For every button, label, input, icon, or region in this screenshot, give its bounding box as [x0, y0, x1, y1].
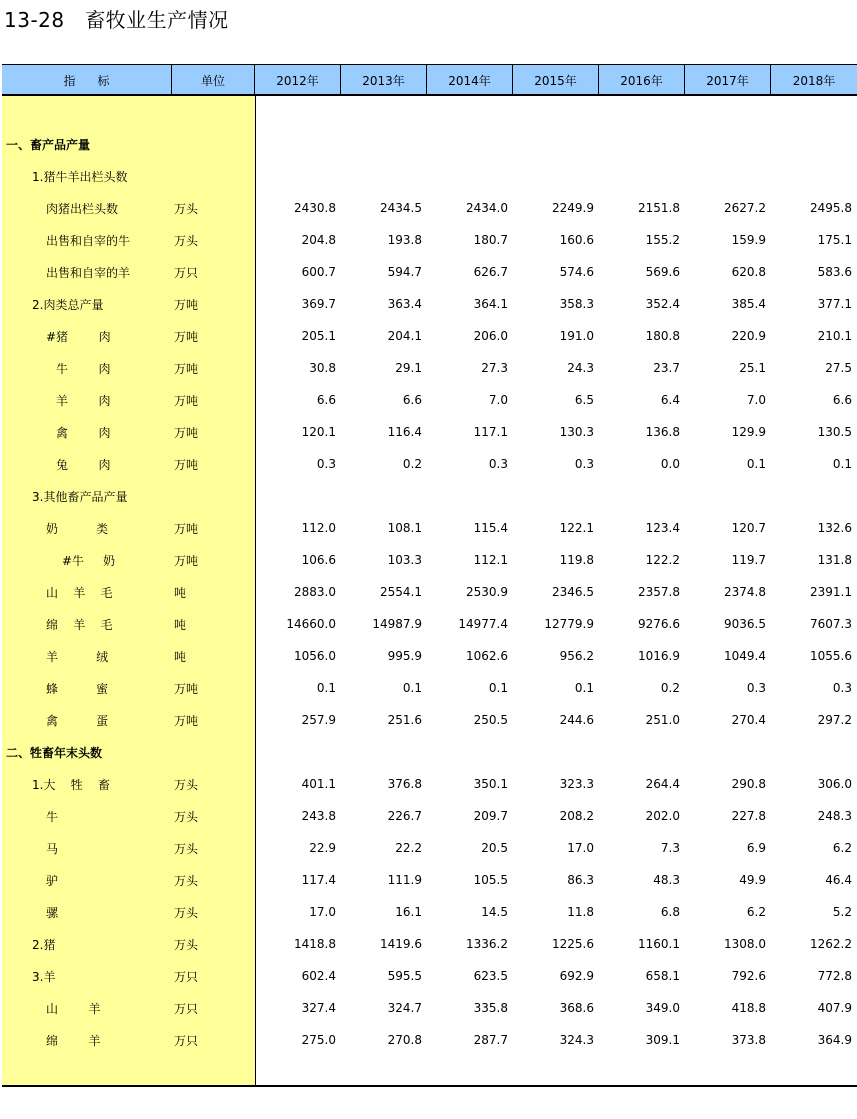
table-row — [2, 384, 857, 416]
row-label: 禽 肉 — [56, 425, 111, 440]
statistics-table — [2, 64, 857, 1086]
row-value: 602.4 — [301, 969, 336, 983]
row-value: 0.1 — [402, 681, 422, 695]
row-value: 692.9 — [559, 969, 594, 983]
table-row — [2, 992, 857, 1024]
row-value: 0.3 — [746, 681, 766, 695]
header-year: 2013年 — [341, 65, 427, 95]
row-value: 29.1 — [395, 361, 422, 375]
row-value: 2430.8 — [294, 201, 336, 215]
row-value: 49.9 — [739, 873, 766, 887]
row-label: 2.猪 — [32, 937, 56, 952]
row-label: #猪 肉 — [46, 329, 111, 344]
row-value: 155.2 — [645, 233, 680, 247]
table-row — [2, 480, 857, 512]
row-value: 385.4 — [731, 297, 766, 311]
row-value: 620.8 — [731, 265, 766, 279]
row-label: 驴 — [46, 873, 59, 888]
row-value: 349.0 — [645, 1001, 680, 1015]
row-value: 132.6 — [817, 521, 852, 535]
row-value: 264.4 — [645, 777, 680, 791]
header-year: 2012年 — [255, 65, 341, 95]
row-label: 山 羊 毛 — [46, 585, 113, 600]
row-value: 14.5 — [481, 905, 508, 919]
row-value: 335.8 — [473, 1001, 508, 1015]
row-value: 16.1 — [395, 905, 422, 919]
row-value: 193.8 — [387, 233, 422, 247]
row-value: 122.1 — [559, 521, 594, 535]
row-value: 1418.8 — [294, 937, 336, 951]
row-value: 136.8 — [645, 425, 680, 439]
row-value: 103.3 — [387, 553, 422, 567]
row-value: 364.1 — [473, 297, 508, 311]
row-value: 6.6 — [832, 393, 852, 407]
row-value: 2346.5 — [552, 585, 594, 599]
row-value: 401.1 — [301, 777, 336, 791]
row-value: 2627.2 — [724, 201, 766, 215]
row-value: 0.2 — [660, 681, 680, 695]
row-value: 17.0 — [309, 905, 336, 919]
row-value: 350.1 — [473, 777, 508, 791]
row-value: 1336.2 — [466, 937, 508, 951]
row-value: 1308.0 — [724, 937, 766, 951]
row-label: 肉猪出栏头数 — [46, 201, 119, 216]
row-unit: 吨 — [174, 617, 187, 632]
row-value: 772.8 — [817, 969, 852, 983]
table-row — [2, 224, 857, 256]
row-unit: 万只 — [174, 969, 199, 984]
row-value: 22.9 — [309, 841, 336, 855]
row-value: 11.8 — [567, 905, 594, 919]
row-value: 1419.6 — [380, 937, 422, 951]
row-value: 6.2 — [746, 905, 766, 919]
row-label: 山 羊 — [46, 1001, 101, 1016]
row-unit: 万头 — [174, 233, 199, 248]
table-row — [2, 640, 857, 672]
row-value: 1049.4 — [724, 649, 766, 663]
row-unit: 万吨 — [174, 425, 199, 440]
row-value: 290.8 — [731, 777, 766, 791]
row-value: 115.4 — [473, 521, 508, 535]
row-value: 2151.8 — [638, 201, 680, 215]
header-year: 2014年 — [427, 65, 513, 95]
row-value: 48.3 — [653, 873, 680, 887]
row-value: 6.2 — [832, 841, 852, 855]
row-value: 377.1 — [817, 297, 852, 311]
header-year: 2017年 — [685, 65, 771, 95]
row-value: 257.9 — [301, 713, 336, 727]
row-value: 9276.6 — [638, 617, 680, 631]
row-value: 123.4 — [645, 521, 680, 535]
row-unit: 万头 — [174, 841, 199, 856]
row-value: 209.7 — [473, 809, 508, 823]
row-label: 兔 肉 — [56, 457, 111, 472]
row-value: 180.8 — [645, 329, 680, 343]
row-value: 206.0 — [473, 329, 508, 343]
row-value: 1160.1 — [638, 937, 680, 951]
row-value: 2391.1 — [810, 585, 852, 599]
row-value: 180.7 — [473, 233, 508, 247]
row-unit: 吨 — [174, 649, 187, 664]
row-label: 一、畜产品产量 — [6, 137, 91, 152]
row-value: 106.6 — [301, 553, 336, 567]
row-value: 6.4 — [660, 393, 680, 407]
row-value: 623.5 — [473, 969, 508, 983]
header-year: 2015年 — [513, 65, 599, 95]
table-row — [2, 704, 857, 736]
row-value: 270.4 — [731, 713, 766, 727]
row-value: 1056.0 — [294, 649, 336, 663]
row-value: 250.5 — [473, 713, 508, 727]
row-value: 159.9 — [731, 233, 766, 247]
row-value: 0.1 — [574, 681, 594, 695]
row-value: 6.8 — [660, 905, 680, 919]
table-row — [2, 544, 857, 576]
row-unit: 万只 — [174, 1001, 199, 1016]
header-year: 2016年 — [599, 65, 685, 95]
row-value: 376.8 — [387, 777, 422, 791]
row-value: 6.6 — [316, 393, 336, 407]
row-value: 210.1 — [817, 329, 852, 343]
row-value: 2530.9 — [466, 585, 508, 599]
row-unit: 万吨 — [174, 681, 199, 696]
table-row — [2, 928, 857, 960]
row-value: 2249.9 — [552, 201, 594, 215]
row-value: 117.1 — [473, 425, 508, 439]
page-title: 13-28 畜牧业生产情况 — [4, 8, 229, 32]
table-row — [2, 768, 857, 800]
row-label: 禽 蛋 — [46, 713, 109, 728]
row-unit: 万吨 — [174, 713, 199, 728]
row-value: 368.6 — [559, 1001, 594, 1015]
row-unit: 万头 — [174, 809, 199, 824]
row-unit: 万吨 — [174, 521, 199, 536]
row-value: 309.1 — [645, 1033, 680, 1047]
row-value: 792.6 — [731, 969, 766, 983]
row-value: 131.8 — [817, 553, 852, 567]
row-value: 574.6 — [559, 265, 594, 279]
row-value: 248.3 — [817, 809, 852, 823]
row-value: 995.9 — [387, 649, 422, 663]
row-label: 2.肉类总产量 — [32, 297, 104, 312]
row-label: 骡 — [46, 905, 59, 920]
row-unit: 万只 — [174, 1033, 199, 1048]
row-value: 108.1 — [387, 521, 422, 535]
row-value: 1062.6 — [466, 649, 508, 663]
row-value: 0.0 — [660, 457, 680, 471]
row-unit: 万头 — [174, 777, 199, 792]
table-row — [2, 1024, 857, 1056]
table-row — [2, 608, 857, 640]
row-value: 205.1 — [301, 329, 336, 343]
row-value: 112.0 — [301, 521, 336, 535]
table-bottom-rule — [2, 1085, 857, 1087]
row-value: 243.8 — [301, 809, 336, 823]
table-row — [2, 192, 857, 224]
row-value: 27.3 — [481, 361, 508, 375]
row-value: 0.1 — [832, 457, 852, 471]
row-value: 204.1 — [387, 329, 422, 343]
row-value: 327.4 — [301, 1001, 336, 1015]
table-row — [2, 256, 857, 288]
row-label: 牛 — [46, 809, 59, 824]
row-value: 364.9 — [817, 1033, 852, 1047]
row-value: 14660.0 — [286, 617, 336, 631]
row-value: 369.7 — [301, 297, 336, 311]
row-value: 12779.9 — [544, 617, 594, 631]
row-label: 3.羊 — [32, 969, 56, 984]
row-value: 658.1 — [645, 969, 680, 983]
table-row — [2, 288, 857, 320]
row-value: 1016.9 — [638, 649, 680, 663]
row-value: 22.2 — [395, 841, 422, 855]
row-value: 117.4 — [301, 873, 336, 887]
row-value: 14977.4 — [458, 617, 508, 631]
row-label: 蜂 蜜 — [46, 681, 109, 696]
row-value: 595.5 — [387, 969, 422, 983]
row-value: 6.9 — [746, 841, 766, 855]
row-value: 583.6 — [817, 265, 852, 279]
row-value: 130.5 — [817, 425, 852, 439]
header-divider — [2, 94, 857, 95]
row-value: 122.2 — [645, 553, 680, 567]
row-value: 594.7 — [387, 265, 422, 279]
row-value: 27.5 — [825, 361, 852, 375]
table-row — [2, 160, 857, 192]
row-label: 3.其他畜产品产量 — [32, 489, 128, 504]
table-row — [2, 672, 857, 704]
row-unit: 万只 — [174, 265, 199, 280]
row-value: 119.8 — [559, 553, 594, 567]
header-indicator: 指标 — [2, 65, 172, 95]
row-value: 2434.5 — [380, 201, 422, 215]
table-row — [2, 896, 857, 928]
row-value: 0.1 — [746, 457, 766, 471]
row-label: 马 — [46, 841, 59, 856]
row-value: 251.0 — [645, 713, 680, 727]
table-row — [2, 512, 857, 544]
header-year: 2018年 — [792, 73, 836, 88]
row-value: 0.3 — [316, 457, 336, 471]
table-row — [2, 800, 857, 832]
row-value: 112.1 — [473, 553, 508, 567]
row-value: 2434.0 — [466, 201, 508, 215]
row-value: 418.8 — [731, 1001, 766, 1015]
table-row — [2, 128, 857, 160]
row-label: 羊 绒 — [46, 649, 109, 664]
row-value: 0.1 — [316, 681, 336, 695]
table-row — [2, 960, 857, 992]
row-value: 160.6 — [559, 233, 594, 247]
row-value: 14987.9 — [372, 617, 422, 631]
row-value: 111.9 — [387, 873, 422, 887]
row-unit: 万吨 — [174, 553, 199, 568]
row-label: 二、牲畜年末头数 — [6, 745, 103, 760]
row-value: 220.9 — [731, 329, 766, 343]
table-header — [2, 64, 857, 96]
row-label: 奶 类 — [46, 521, 109, 536]
row-value: 119.7 — [731, 553, 766, 567]
row-unit: 万吨 — [174, 393, 199, 408]
table-row — [2, 320, 857, 352]
row-label: 1.猪牛羊出栏头数 — [32, 169, 128, 184]
row-unit: 万吨 — [174, 329, 199, 344]
row-unit: 万头 — [174, 201, 199, 216]
row-value: 600.7 — [301, 265, 336, 279]
row-value: 86.3 — [567, 873, 594, 887]
row-value: 363.4 — [387, 297, 422, 311]
row-value: 7.3 — [660, 841, 680, 855]
row-value: 23.7 — [653, 361, 680, 375]
row-unit: 万头 — [174, 905, 199, 920]
row-label: 出售和自宰的羊 — [46, 265, 131, 280]
row-value: 175.1 — [817, 233, 852, 247]
row-value: 7.0 — [746, 393, 766, 407]
row-value: 226.7 — [387, 809, 422, 823]
row-value: 323.3 — [559, 777, 594, 791]
row-value: 46.4 — [825, 873, 852, 887]
row-value: 306.0 — [817, 777, 852, 791]
row-value: 208.2 — [559, 809, 594, 823]
row-value: 1262.2 — [810, 937, 852, 951]
table-row — [2, 448, 857, 480]
table-row — [2, 416, 857, 448]
row-value: 7.0 — [488, 393, 508, 407]
row-unit: 万吨 — [174, 297, 199, 312]
row-value: 120.1 — [301, 425, 336, 439]
header-unit: 单位 — [172, 65, 255, 95]
row-value: 287.7 — [473, 1033, 508, 1047]
row-value: 244.6 — [559, 713, 594, 727]
row-unit: 万吨 — [174, 457, 199, 472]
row-value: 7607.3 — [810, 617, 852, 631]
row-value: 569.6 — [645, 265, 680, 279]
row-value: 1225.6 — [552, 937, 594, 951]
row-unit: 万头 — [174, 873, 199, 888]
row-value: 25.1 — [739, 361, 766, 375]
row-value: 407.9 — [817, 1001, 852, 1015]
row-value: 2554.1 — [380, 585, 422, 599]
row-value: 270.8 — [387, 1033, 422, 1047]
row-value: 0.3 — [574, 457, 594, 471]
row-value: 358.3 — [559, 297, 594, 311]
row-value: 9036.5 — [724, 617, 766, 631]
row-value: 324.7 — [387, 1001, 422, 1015]
row-value: 626.7 — [473, 265, 508, 279]
row-value: 30.8 — [309, 361, 336, 375]
row-value: 373.8 — [731, 1033, 766, 1047]
row-value: 129.9 — [731, 425, 766, 439]
row-value: 956.2 — [559, 649, 594, 663]
row-value: 352.4 — [645, 297, 680, 311]
row-value: 202.0 — [645, 809, 680, 823]
row-value: 275.0 — [301, 1033, 336, 1047]
row-value: 105.5 — [473, 873, 508, 887]
row-unit: 万头 — [174, 937, 199, 952]
row-value: 297.2 — [817, 713, 852, 727]
row-label: #牛 奶 — [62, 553, 116, 568]
row-value: 116.4 — [387, 425, 422, 439]
row-value: 6.6 — [402, 393, 422, 407]
row-label: 绵 羊 — [46, 1033, 101, 1048]
table-row — [2, 864, 857, 896]
row-value: 2495.8 — [810, 201, 852, 215]
row-value: 6.5 — [574, 393, 594, 407]
table-row — [2, 352, 857, 384]
row-value: 251.6 — [387, 713, 422, 727]
row-value: 0.3 — [488, 457, 508, 471]
row-value: 0.2 — [402, 457, 422, 471]
table-row — [2, 832, 857, 864]
row-value: 120.7 — [731, 521, 766, 535]
row-value: 5.2 — [832, 905, 852, 919]
row-value: 2374.8 — [724, 585, 766, 599]
row-value: 324.3 — [559, 1033, 594, 1047]
row-value: 20.5 — [481, 841, 508, 855]
row-value: 204.8 — [301, 233, 336, 247]
row-value: 227.8 — [731, 809, 766, 823]
table-row — [2, 736, 857, 768]
row-unit: 吨 — [174, 585, 187, 600]
row-value: 1055.6 — [810, 649, 852, 663]
table-row — [2, 576, 857, 608]
row-label: 牛 肉 — [56, 361, 111, 376]
row-unit: 万吨 — [174, 361, 199, 376]
row-label: 绵 羊 毛 — [46, 617, 113, 632]
row-value: 0.1 — [488, 681, 508, 695]
row-value: 24.3 — [567, 361, 594, 375]
row-value: 2883.0 — [294, 585, 336, 599]
row-value: 2357.8 — [638, 585, 680, 599]
row-value: 17.0 — [567, 841, 594, 855]
row-value: 130.3 — [559, 425, 594, 439]
row-value: 191.0 — [559, 329, 594, 343]
row-label: 1.大 牲 畜 — [32, 777, 110, 792]
row-label: 羊 肉 — [56, 393, 111, 408]
row-value: 0.3 — [832, 681, 852, 695]
row-label: 出售和自宰的牛 — [46, 233, 131, 248]
